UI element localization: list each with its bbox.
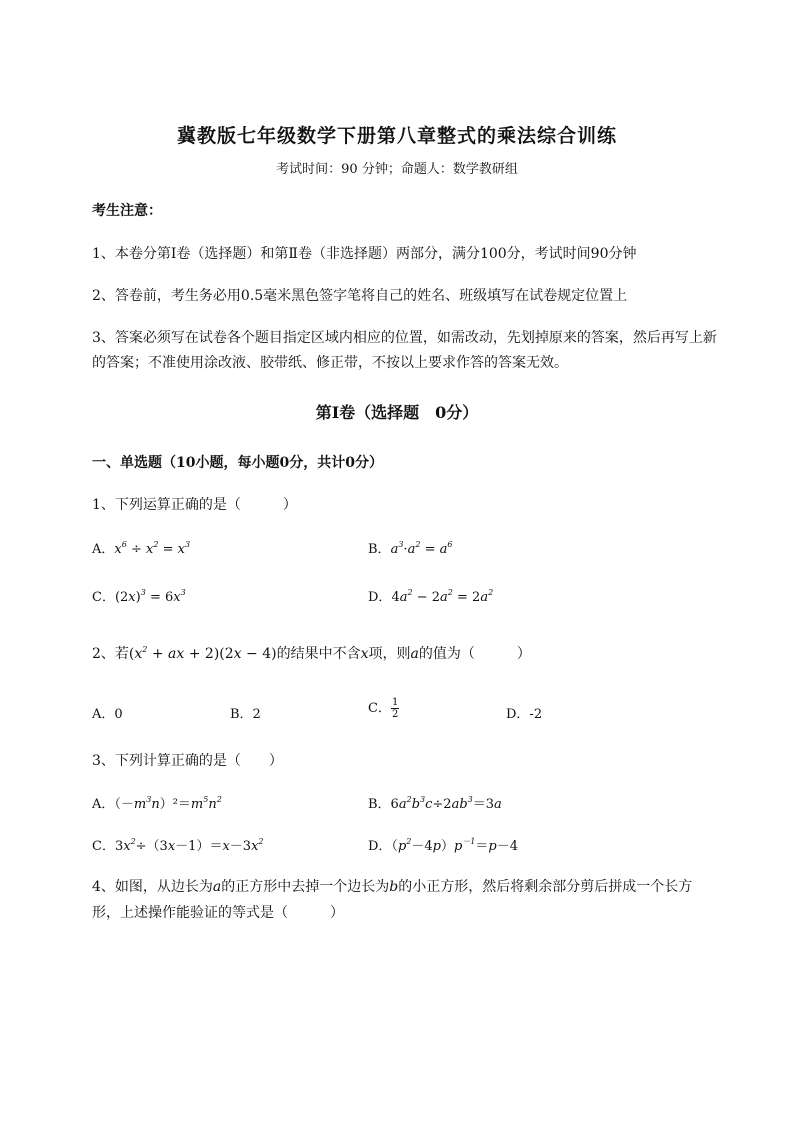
part-heading: 一、单选题（10小题，每小题0分，共计0分） [92, 455, 383, 471]
note-item-2: 2、答卷前，考生务必用0.5毫米黑色签字笔将自己的姓名、班级填写在试卷规定位置上 [92, 288, 628, 304]
question-3-option-c: C．$3x^2\div(3x-1)=x-3x^2$ [92, 837, 264, 854]
option-label: C． [92, 590, 115, 605]
question-1-option-b [368, 538, 452, 557]
note-item-1: 1、本卷分第Ⅰ卷（选择题）和第Ⅱ卷（非选择题）两部分，满分100分，考试时间90分钟 [92, 246, 637, 262]
formula: $a^3\cdot a^2 = a^6$ [390, 540, 453, 557]
formula: $x^6 \div x^2 = x^3$ [114, 540, 191, 557]
question-1-option-c [92, 586, 186, 605]
note-item-3-cont: 的答案；不准使用涂改液、胶带纸、修正带，不按以上要求作答的答案无效。 [92, 355, 568, 371]
question-4-stem-line-2: 形，上述操作能验证的等式是（ ） [92, 905, 344, 921]
formula: $(2x)^3 = 6x^3$ [114, 588, 186, 605]
option-label: D． [368, 590, 392, 605]
question-2-option-c: C． $\frac{1}{2}$ [368, 697, 399, 720]
page-title: 冀教版七年级数学下册第八章整式的乘法综合训练 [176, 125, 617, 147]
question-1-stem: 1、下列运算正确的是（ ） [92, 497, 297, 513]
question-3-option-b: B．$6a^2b^3c\div 2ab^3=3a$ [368, 795, 502, 812]
fraction: $\frac{1}{2}$ [391, 697, 399, 720]
question-2-stem: 2、若($x^2$ + ax + 2)(2x − 4)的结果中不含x项，则a的值为（ ） [92, 645, 531, 662]
note-item-3: 3、答案必须写在试卷各个题目指定区域内相应的位置，如需改动，先划掉原来的答案，然后再写上新 [92, 330, 717, 346]
question-3-option-a: A．$(-m^3n)^2=m^5n^2$ [92, 795, 222, 812]
section-title: 第Ⅰ卷（选择题 0分） [315, 403, 479, 422]
question-1-option-a [92, 538, 190, 557]
notes-heading: 考生注意： [92, 203, 162, 219]
question-4-stem-line-1: 4、如图，从边长为a的正方形中去掉一个边长为b的小正方形，然后将剩余部分剪后拼成一个长方 [92, 879, 693, 895]
question-2-option-a: A．0 [92, 707, 123, 722]
question-2-option-b: B．2 [230, 707, 261, 722]
option-label: A． [92, 542, 115, 557]
exam-info: 考试时间：90 分钟；命题人：数学教研组 [276, 162, 518, 177]
question-2-option-d: D．-2 [506, 707, 543, 722]
question-3-stem: 3、下列计算正确的是（ ） [92, 753, 283, 769]
formula: $4a^2 - 2a^2 = 2a^2$ [391, 588, 494, 605]
formula: ($x^2$ + ax + 2)(2x − 4) [128, 645, 277, 662]
question-1-option-d [368, 586, 493, 605]
question-3-option-d: D．$(p^2-4p)p^{-1}=p-4$ [368, 837, 519, 854]
option-label: B． [368, 542, 391, 557]
